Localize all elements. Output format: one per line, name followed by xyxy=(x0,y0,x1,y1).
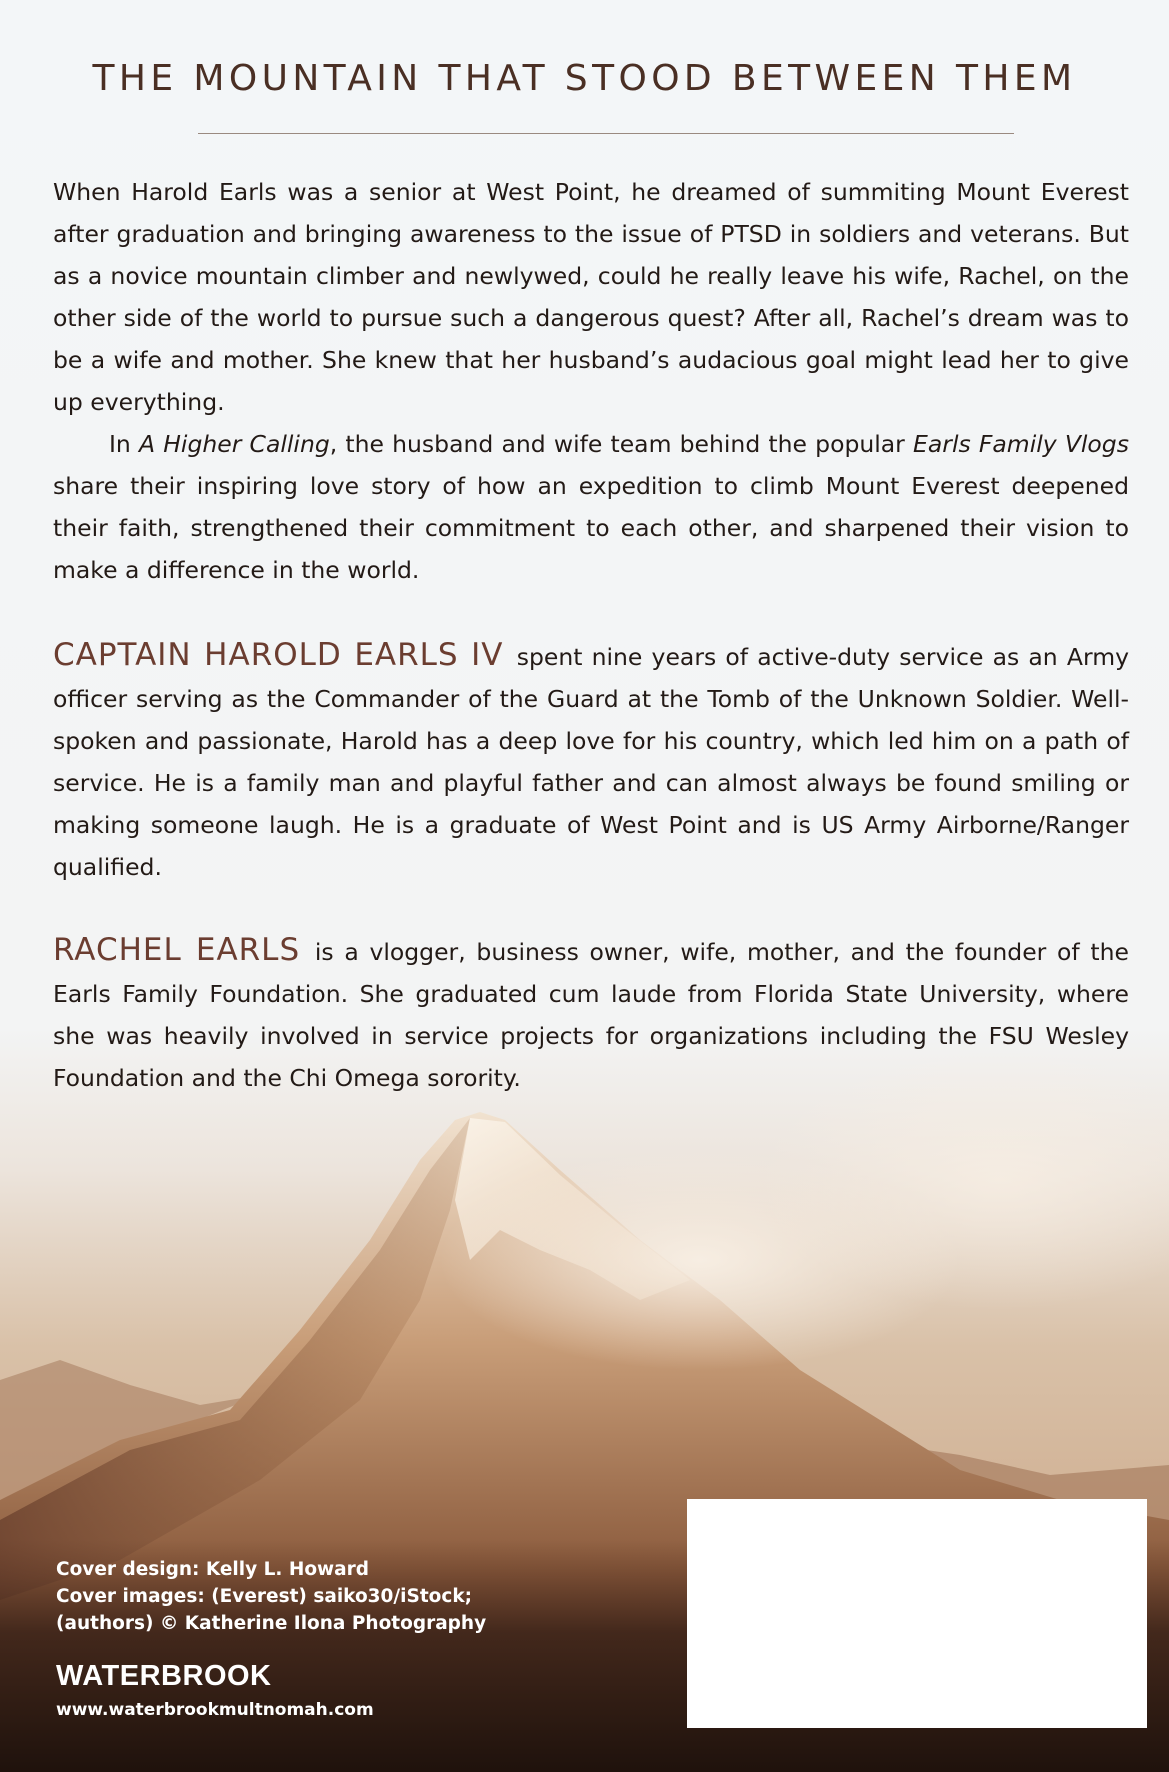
bio-rachel-paragraph xyxy=(53,929,1129,1099)
author-name-rachel: RACHEL EARLS xyxy=(53,932,301,968)
vlog-title: Earls Family Vlogs xyxy=(913,430,1129,458)
cover-heading: THE MOUNTAIN THAT STOOD BETWEEN THEM xyxy=(92,58,1077,99)
book-blurb xyxy=(53,171,1129,591)
credit-images-line-2: (authors) © Katherine Ilona Photography xyxy=(56,1613,487,1634)
book-title: A Higher Calling xyxy=(139,430,330,458)
bio-harold-paragraph xyxy=(53,634,1129,888)
author-name-harold: CAPTAIN HAROLD EARLS IV xyxy=(53,637,504,673)
blurb-paragraph-2 xyxy=(53,423,1129,591)
publisher-logo: WATERBROOK xyxy=(56,1660,272,1692)
credit-images-line-1: Cover images: (Everest) saiko30/iStock; xyxy=(56,1586,473,1607)
blurb-text-mid: , the husband and wife team behind the popular xyxy=(329,430,905,458)
author-bio-rachel xyxy=(53,929,1129,1099)
publisher-website: www.waterbrookmultnomah.com xyxy=(56,1700,374,1720)
cover-credits xyxy=(56,1556,486,1637)
bio-harold-text: spent nine years of active-duty service as an Army officer serving as the Commander of the Guard at the Tomb of the Unknown Soldier. Well-spoken and passionate, Harold has a deep love for his country, which led him on a path of service. He is a family man and playful father and can almost always be found smiling or making someone laugh. He is a graduate of West Point and is US Army Airborne/Ranger qualified. xyxy=(53,643,1129,881)
barcode-area xyxy=(687,1499,1147,1728)
heading-divider xyxy=(198,133,1014,134)
credit-design: Cover design: Kelly L. Howard xyxy=(56,1559,369,1580)
author-bio-harold xyxy=(53,634,1129,888)
blurb-text-in: In xyxy=(109,430,131,458)
blurb-paragraph-1: When Harold Earls was a senior at West Point, he dreamed of summiting Mount Everest after graduation and bringing awareness to the issue of PTSD in soldiers and veterans. But as a novice mountain climber and newlywed, could he really leave his wife, Rachel, on the other side of the world to pursue such a dangerous quest? After all, Rachel’s dream was to be a wife and mother. She knew that her husband’s audacious goal might lead her to give up everything. xyxy=(53,178,1129,416)
blurb-text-end: share their inspiring love story of how an expedition to climb Mount Everest deepened their faith, strengthened their commitment to each other, and sharpened their vision to make a difference in the world. xyxy=(53,472,1129,584)
bio-rachel-text: is a vlogger, business owner, wife, mother, and the founder of the Earls Family Foundation. She graduated cum laude from Florida State University, where she was heavily involved in service projects for organizations including the FSU Wesley Foundation and the Chi Omega sorority. xyxy=(53,938,1129,1092)
